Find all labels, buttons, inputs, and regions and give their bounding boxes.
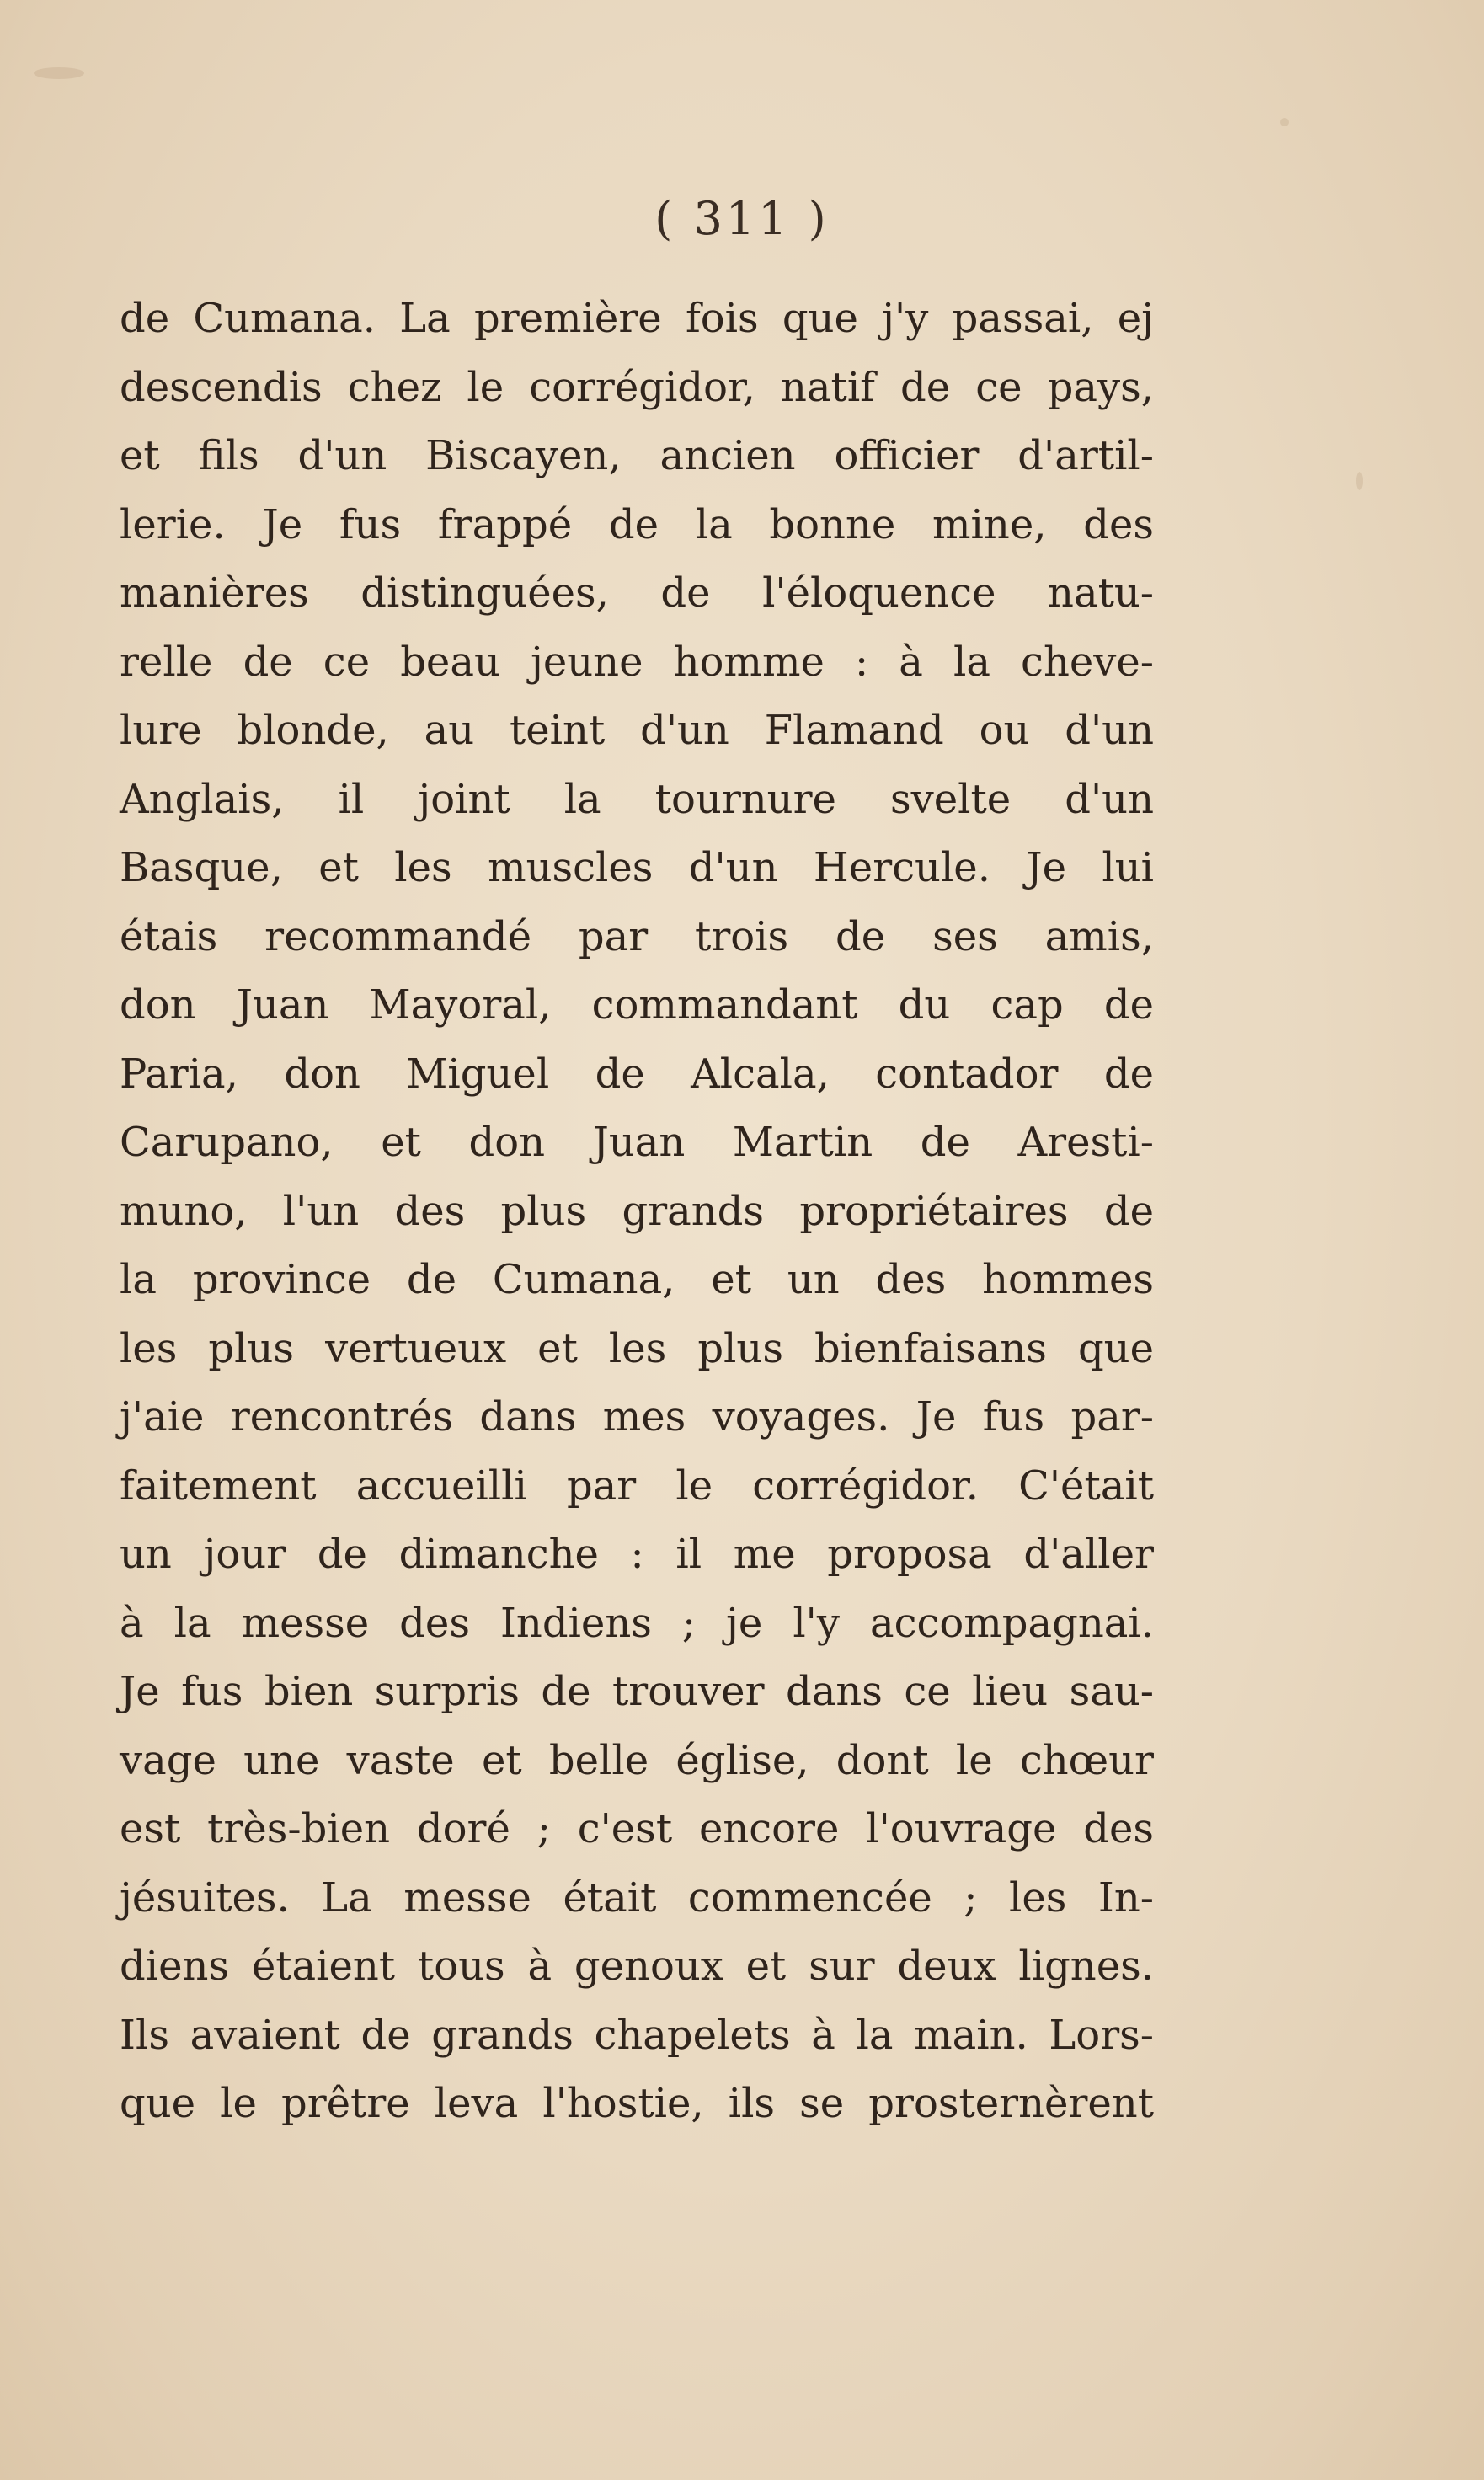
paper-stain (1356, 472, 1363, 490)
text-line: Ils avaient de grands chapelets à la main. Lors- (120, 2011, 1154, 2059)
text-line: Je fus bien surpris de trouver dans ce lieu sau- (120, 1668, 1154, 1715)
text-line: muno, l'un des plus grands propriétaires de (120, 1187, 1154, 1235)
text-line: don Juan Mayoral, commandant du cap de (120, 981, 1154, 1029)
text-line: à la messe des Indiens ; je l'y accompagnai. (120, 1599, 1154, 1647)
text-line: un jour de dimanche : il me proposa d'aller (120, 1531, 1154, 1578)
text-line: faitement accueilli par le corrégidor. C'était (120, 1462, 1154, 1510)
text-line: relle de ce beau jeune homme : à la cheve- (120, 638, 1154, 686)
text-line: étais recommandé par trois de ses amis, (120, 912, 1154, 960)
text-line: lerie. Je fus frappé de la bonne mine, des (120, 500, 1154, 548)
body-text (120, 285, 1154, 2139)
text-line: diens étaient tous à genoux et sur deux lignes. (120, 1943, 1154, 1990)
text-line: j'aie rencontrés dans mes voyages. Je fus par- (120, 1393, 1154, 1440)
text-line: Anglais, il joint la tournure svelte d'un (120, 775, 1154, 823)
text-line: jésuites. La messe était commencée ; les In- (120, 1873, 1154, 1921)
text-line: la province de Cumana, et un des hommes (120, 1256, 1154, 1303)
text-line: vage une vaste et belle église, dont le chœur (120, 1736, 1154, 1784)
text-line: est très-bien doré ; c'est encore l'ouvrage des (120, 1805, 1154, 1852)
text-line: descendis chez le corrégidor, natif de ce pays, (120, 363, 1154, 411)
text-line: Basque, et les muscles d'un Hercule. Je lui (120, 844, 1154, 891)
text-line: de Cumana. La première fois que j'y passai, ej (120, 295, 1154, 342)
page-number-header: ( 311 ) (654, 192, 830, 245)
text-line: les plus vertueux et les plus bienfaisans que (120, 1324, 1154, 1372)
paper-stain (34, 67, 84, 79)
text-line: que le prêtre leva l'hostie, ils se prosternèrent (120, 2080, 1154, 2127)
text-line: Carupano, et don Juan Martin de Aresti- (120, 1119, 1154, 1166)
text-line: Paria, don Miguel de Alcala, contador de (120, 1050, 1154, 1098)
text-line: et fils d'un Biscayen, ancien officier d'artil- (120, 432, 1154, 479)
paper-stain (1280, 118, 1289, 126)
text-line: manières distinguées, de l'éloquence natu- (120, 569, 1154, 617)
text-line: lure blonde, au teint d'un Flamand ou d'un (120, 707, 1154, 754)
